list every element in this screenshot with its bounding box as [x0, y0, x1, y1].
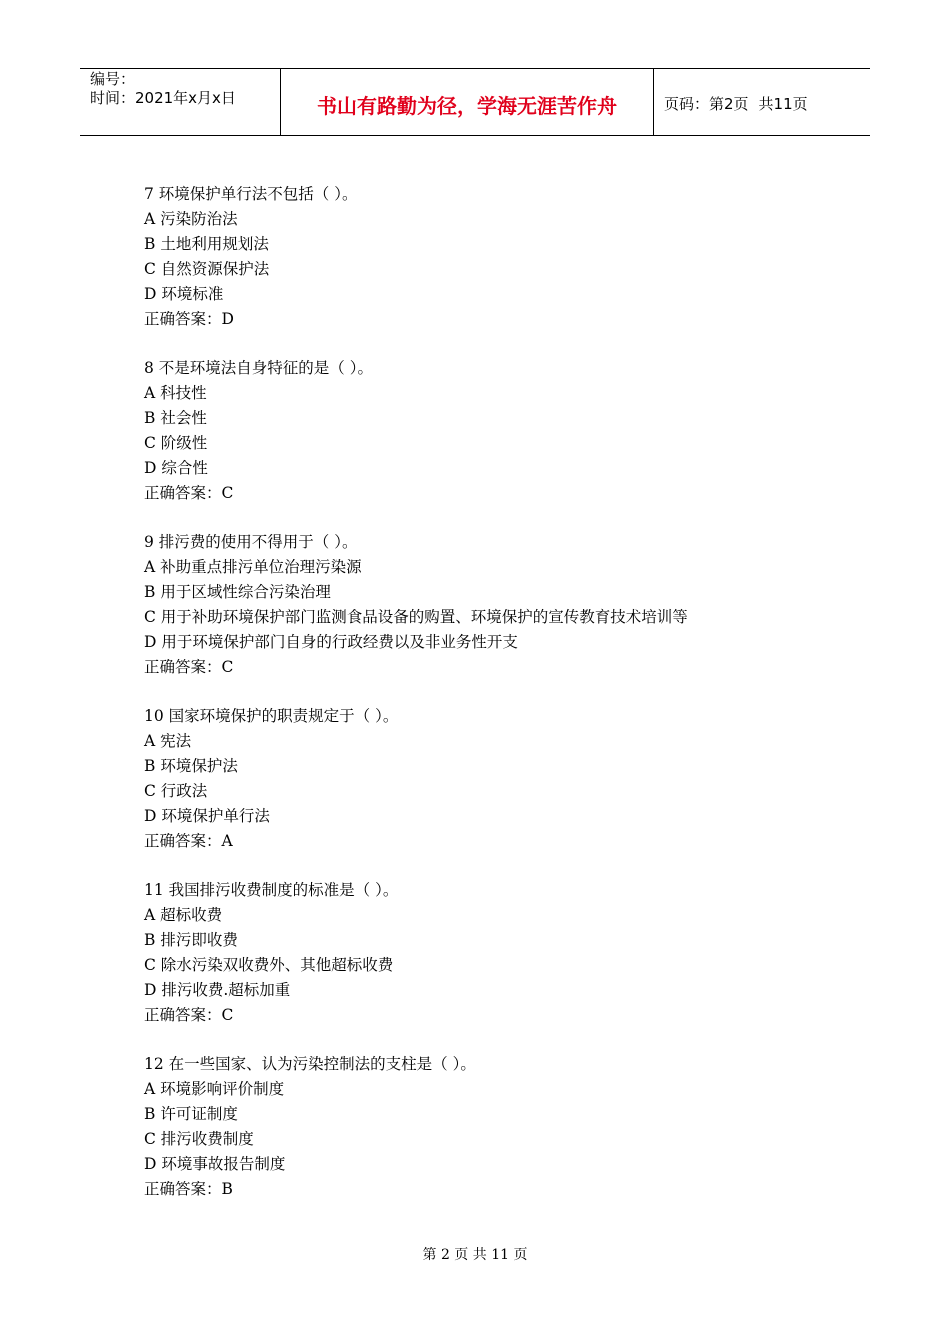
- question-block: [144, 878, 864, 1028]
- question-option: B 用于区域性综合污染治理: [144, 583, 331, 601]
- question-answer: 正确答案：C: [144, 658, 234, 676]
- question-option: C 排污收费制度: [144, 1130, 254, 1148]
- question-option: C 行政法: [144, 782, 208, 800]
- question-option: D 排污收费.超标加重: [144, 981, 291, 999]
- question-block: [144, 704, 864, 854]
- question-option: A 宪法: [144, 732, 192, 750]
- question-list: [144, 182, 864, 1226]
- question-title: 9 排污费的使用不得用于（ ）。: [144, 533, 358, 551]
- question-title: 8 不是环境法自身特征的是（ ）。: [144, 359, 373, 377]
- question-option: C 自然资源保护法: [144, 260, 270, 278]
- question-title: 12 在一些国家、认为污染控制法的支柱是（ ）。: [144, 1055, 476, 1073]
- question-title: 11 我国排污收费制度的标准是（ ）。: [144, 881, 399, 899]
- question-option: A 补助重点排污单位治理污染源: [144, 558, 362, 576]
- question-title: 7 环境保护单行法不包括（ ）。: [144, 185, 358, 203]
- question-answer: 正确答案：A: [144, 832, 233, 850]
- document-number-label: 编号：: [90, 70, 136, 88]
- question-option: B 社会性: [144, 409, 207, 427]
- header-motto: 书山有路勤为径，学海无涯苦作舟: [281, 69, 654, 135]
- question-block: [144, 1052, 864, 1202]
- question-option: D 环境保护单行法: [144, 807, 270, 825]
- question-option: D 环境事故报告制度: [144, 1155, 286, 1173]
- header-page-number: 页码：第2页: [664, 94, 749, 113]
- question-option: A 污染防治法: [144, 210, 238, 228]
- question-option: A 环境影响评价制度: [144, 1080, 285, 1098]
- header-page-cell: [654, 69, 870, 135]
- question-block: [144, 530, 864, 680]
- question-option: B 许可证制度: [144, 1105, 238, 1123]
- question-answer: 正确答案：B: [144, 1180, 233, 1198]
- page-footer: 第 2 页 共 11 页: [422, 1247, 528, 1263]
- question-block: [144, 356, 864, 506]
- question-option: C 用于补助环境保护部门监测食品设备的购置、环境保护的宣传教育技术培训等: [144, 608, 688, 626]
- page-header: [80, 68, 870, 136]
- question-block: [144, 182, 864, 332]
- question-option: B 环境保护法: [144, 757, 238, 775]
- question-option: D 环境标准: [144, 285, 224, 303]
- question-answer: 正确答案：C: [144, 1006, 234, 1024]
- question-option: D 用于环境保护部门自身的行政经费以及非业务性开支: [144, 633, 518, 651]
- question-option: B 排污即收费: [144, 931, 238, 949]
- document-time-label: 时间：2021年x月x日: [90, 89, 236, 107]
- question-option: B 土地利用规划法: [144, 235, 269, 253]
- header-total-pages: 共11页: [758, 94, 808, 113]
- header-info-cell: [80, 69, 281, 135]
- question-option: A 超标收费: [144, 906, 223, 924]
- question-title: 10 国家环境保护的职责规定于（ ）。: [144, 707, 399, 725]
- question-option: A 科技性: [144, 384, 207, 402]
- question-option: C 阶级性: [144, 434, 208, 452]
- question-answer: 正确答案：C: [144, 484, 234, 502]
- question-option: C 除水污染双收费外、其他超标收费: [144, 956, 394, 974]
- question-option: D 综合性: [144, 459, 208, 477]
- question-answer: 正确答案：D: [144, 310, 234, 328]
